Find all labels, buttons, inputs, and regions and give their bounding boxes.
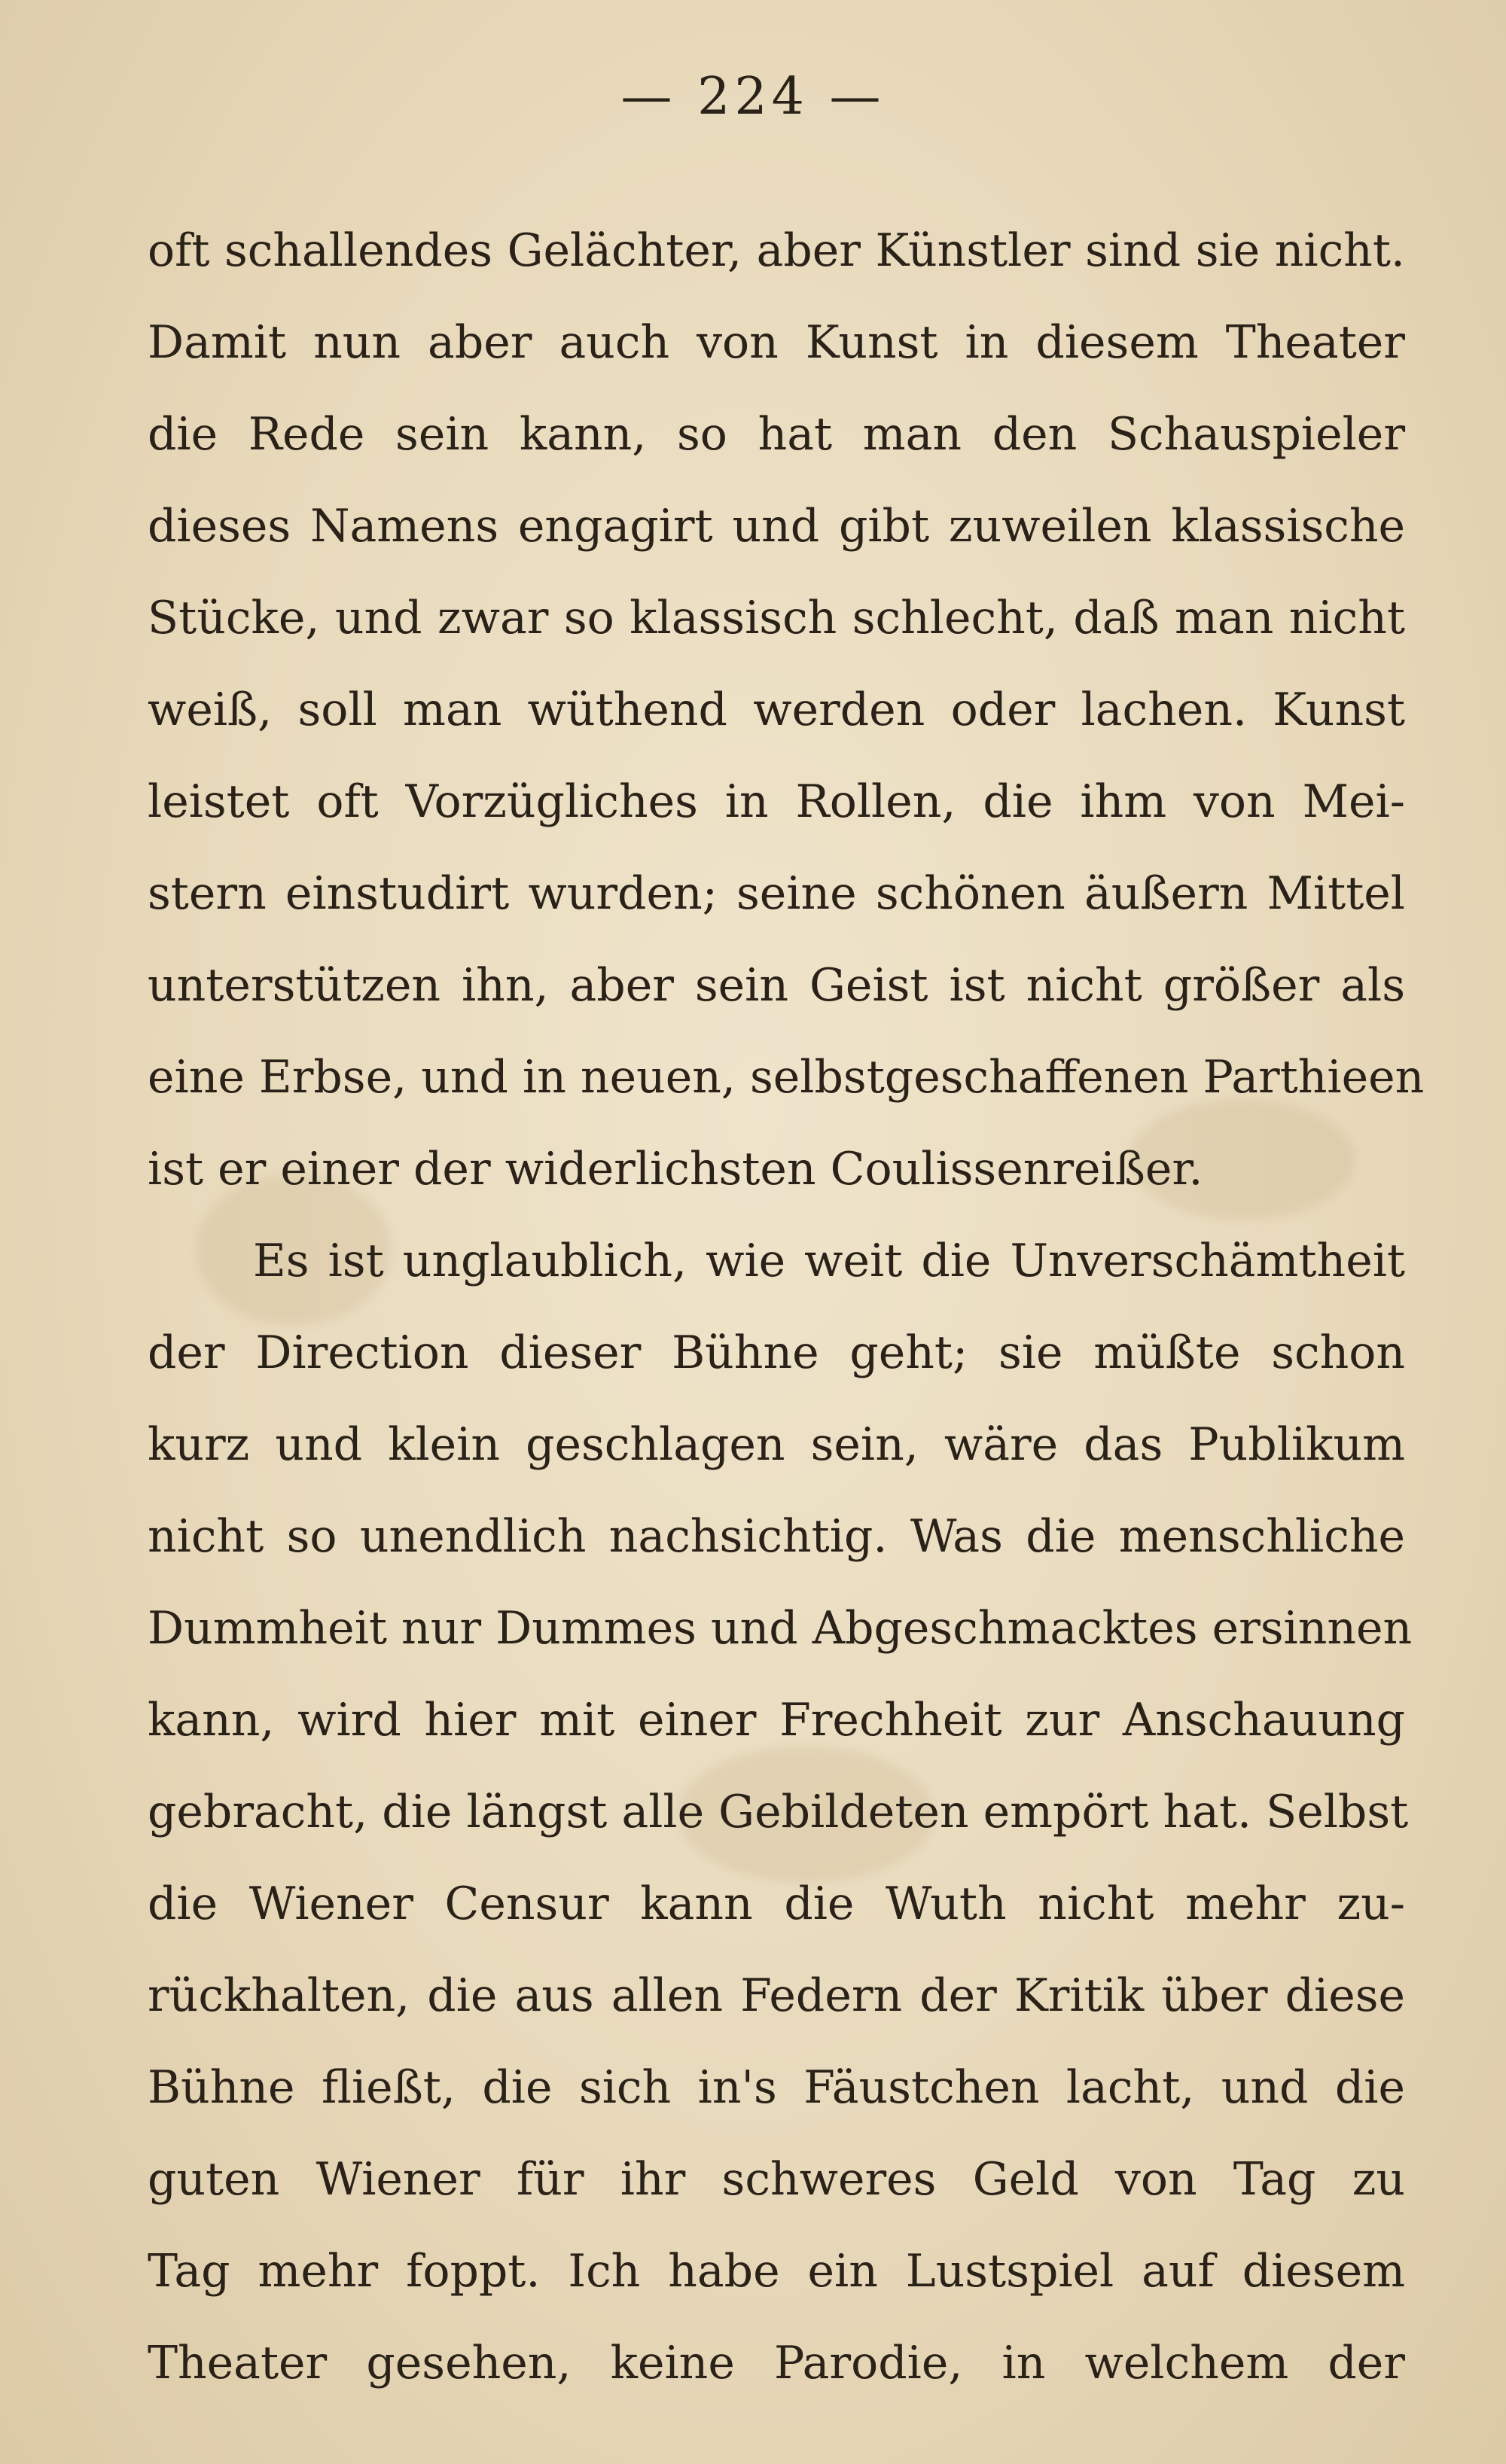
- text-line: Dummheit nur Dummes und Abgeschmacktes ersinnen: [148, 1602, 1413, 1655]
- text-line: dieses Namens engagirt und gibt zuweilen klassische: [148, 500, 1405, 553]
- text-line: die Wiener Censur kann die Wuth nicht mehr zu-: [148, 1878, 1405, 1930]
- text-line: Es ist unglaublich, wie weit die Unverschämtheit: [253, 1235, 1405, 1287]
- text-line: ist er einer der widerlichsten Coulissenreißer.: [148, 1143, 1203, 1195]
- text-line: weiß, soll man wüthend werden oder lachen. Kunst: [148, 684, 1405, 736]
- text-line: gebracht, die längst alle Gebildeten empört hat. Selbst: [148, 1786, 1409, 1838]
- text-line: kann, wird hier mit einer Frechheit zur Anschauung: [148, 1694, 1405, 1747]
- text-line: rückhalten, die aus allen Federn der Kritik über diese: [148, 1969, 1405, 2022]
- text-line: eine Erbse, und in neuen, selbstgeschaffenen Parthieen: [148, 1051, 1425, 1104]
- text-line: Damit nun aber auch von Kunst in diesem Theater: [148, 316, 1405, 369]
- text-line: Bühne fließt, die sich in's Fäustchen lacht, und die: [148, 2061, 1405, 2114]
- body-text: [148, 205, 1425, 2409]
- paragraph-1: [148, 205, 1425, 1215]
- text-line: oft schallendes Gelächter, aber Künstler sind sie nicht.: [148, 224, 1405, 277]
- text-line: kurz und klein geschlagen sein, wäre das Publikum: [148, 1418, 1405, 1471]
- text-line: Stücke, und zwar so klassisch schlecht, daß man nicht: [148, 592, 1405, 644]
- text-line: der Direction dieser Bühne geht; sie müßte schon: [148, 1326, 1405, 1379]
- text-line: die Rede sein kann, so hat man den Schauspieler: [148, 408, 1405, 461]
- text-line: unterstützen ihn, aber sein Geist ist nicht größer als: [148, 959, 1405, 1012]
- text-line: Theater gesehen, keine Parodie, in welchem der: [148, 2337, 1405, 2389]
- text-line: leistet oft Vorzügliches in Rollen, die ihm von Mei-: [148, 775, 1405, 828]
- text-line: Tag mehr foppt. Ich habe ein Lustspiel auf diesem: [148, 2245, 1405, 2298]
- text-line: nicht so unendlich nachsichtig. Was die menschliche: [148, 1510, 1405, 1563]
- paragraph-2: [148, 1215, 1413, 2409]
- text-line: stern einstudirt wurden; seine schönen äußern Mittel: [148, 867, 1405, 920]
- page-number: — 224 —: [620, 67, 886, 126]
- text-line: guten Wiener für ihr schweres Geld von Tag zu: [148, 2153, 1405, 2206]
